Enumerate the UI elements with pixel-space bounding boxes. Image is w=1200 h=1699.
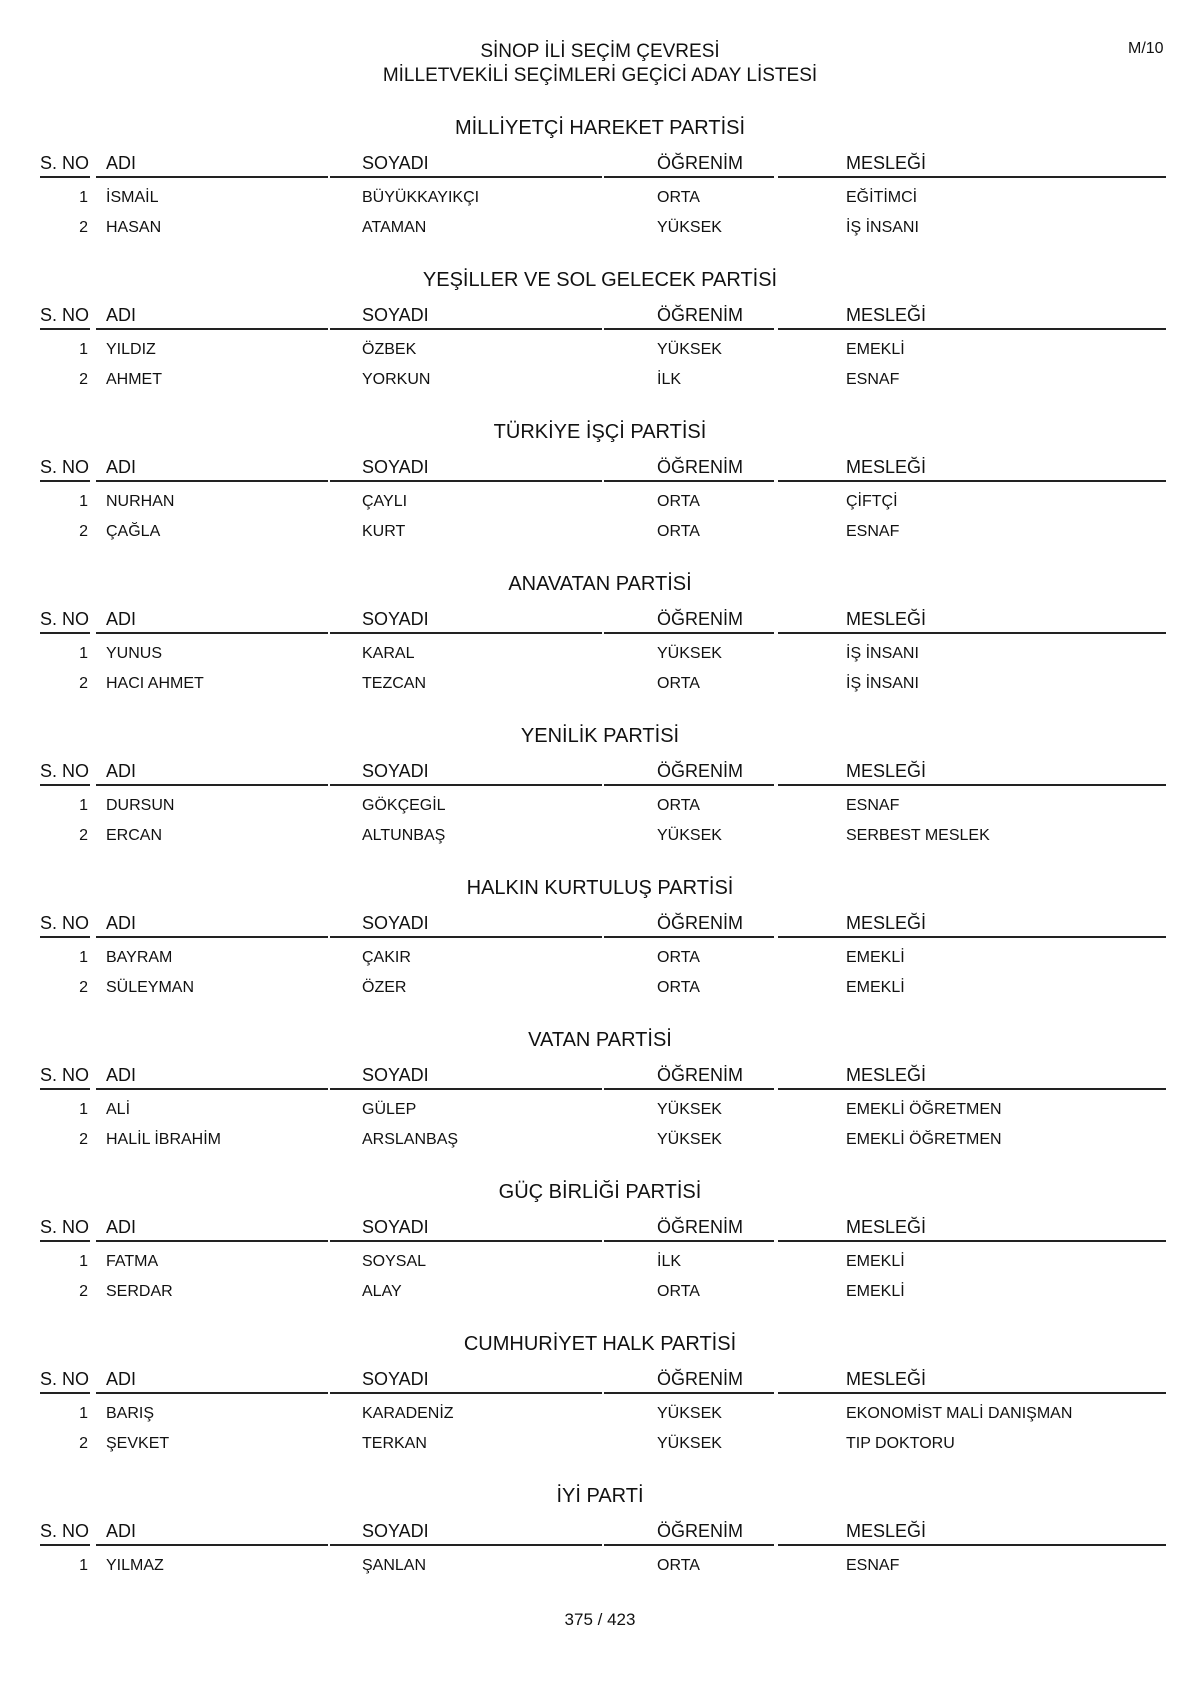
party-name: YEŞİLLER VE SOL GELECEK PARTİSİ	[422, 269, 778, 291]
party-name: ANAVATAN PARTİSİ	[508, 573, 692, 595]
header-underline	[40, 936, 90, 938]
header-meslegi: MESLEĞİ	[846, 913, 927, 933]
party-section	[0, 876, 1200, 1028]
party-name: İYİ PARTİ	[556, 1485, 644, 1507]
header-soyadi: SOYADI	[362, 913, 429, 933]
header-ogrenim: ÖĞRENİM	[657, 457, 744, 477]
table-row	[40, 1282, 1166, 1304]
header-underline	[96, 1392, 328, 1394]
cell-adi: BAYRAM	[106, 949, 173, 966]
party-section	[0, 420, 1200, 572]
header-meslegi: MESLEĞİ	[846, 1065, 927, 1085]
header-adi: ADI	[106, 1065, 137, 1085]
header-adi: ADI	[106, 1521, 137, 1541]
cell-adi: SÜLEYMAN	[106, 979, 195, 996]
table-row	[40, 796, 1166, 818]
header-underline	[604, 632, 774, 634]
header-underline	[40, 176, 90, 178]
header-soyadi: SOYADI	[362, 1369, 429, 1389]
header-ogrenim: ÖĞRENİM	[657, 1369, 744, 1389]
header-adi: ADI	[106, 913, 137, 933]
header-underline	[330, 176, 602, 178]
header-meslegi: MESLEĞİ	[846, 305, 927, 325]
header-soyadi: SOYADI	[362, 457, 429, 477]
header-underline	[96, 1088, 328, 1090]
header-no: S. NO	[40, 609, 90, 629]
cell-adi: YILMAZ	[106, 1557, 164, 1574]
header-underline	[40, 480, 90, 482]
party-name: CUMHURİYET HALK PARTİSİ	[463, 1333, 737, 1355]
cell-adi: HACI AHMET	[106, 675, 204, 692]
header-underline	[330, 936, 602, 938]
header-underline	[604, 176, 774, 178]
cell-ogrenim: ORTA	[657, 797, 700, 814]
cell-soyadi: ÇAKIR	[362, 949, 411, 966]
cell-ogrenim: YÜKSEK	[657, 1435, 722, 1452]
cell-no: 1	[79, 1557, 88, 1574]
cell-soyadi: ÇAYLI	[362, 493, 408, 510]
cell-meslegi: EMEKLİ	[846, 341, 905, 358]
header-underline	[96, 1544, 328, 1546]
header-underline	[604, 1088, 774, 1090]
header-adi: ADI	[106, 457, 137, 477]
cell-meslegi: İŞ İNSANI	[846, 645, 919, 662]
cell-soyadi: ALAY	[362, 1283, 402, 1300]
header-underline	[96, 936, 328, 938]
cell-no: 1	[79, 341, 88, 358]
cell-adi: HASAN	[106, 219, 162, 236]
table-row	[40, 978, 1166, 1000]
header-adi: ADI	[106, 305, 137, 325]
cell-no: 2	[79, 1435, 88, 1452]
party-section	[0, 116, 1200, 268]
table-header	[40, 608, 1166, 634]
cell-ogrenim: YÜKSEK	[657, 1131, 722, 1148]
table-row	[40, 1252, 1166, 1274]
cell-soyadi: GÜLEP	[362, 1101, 417, 1118]
cell-soyadi: YORKUN	[362, 371, 431, 388]
cell-adi: İSMAİL	[106, 189, 159, 206]
cell-ogrenim: YÜKSEK	[657, 827, 722, 844]
cell-meslegi: ESNAF	[846, 371, 900, 388]
header-underline	[40, 328, 90, 330]
header-soyadi: SOYADI	[362, 1521, 429, 1541]
cell-no: 1	[79, 1253, 88, 1270]
cell-soyadi: ALTUNBAŞ	[362, 827, 446, 844]
cell-soyadi: GÖKÇEGİL	[362, 797, 446, 814]
party-section	[0, 268, 1200, 420]
cell-soyadi: ATAMAN	[362, 219, 427, 236]
cell-meslegi: EMEKLİ	[846, 1283, 905, 1300]
cell-no: 2	[79, 979, 88, 996]
header-adi: ADI	[106, 1369, 137, 1389]
table-row	[40, 1130, 1166, 1152]
table-row	[40, 1404, 1166, 1426]
cell-meslegi: EĞİTİMCİ	[846, 189, 918, 206]
header-meslegi: MESLEĞİ	[846, 1369, 927, 1389]
header-underline	[330, 1392, 602, 1394]
header-underline	[604, 480, 774, 482]
header-ogrenim: ÖĞRENİM	[657, 609, 744, 629]
table-header	[40, 1368, 1166, 1394]
party-name: MİLLİYETÇİ HAREKET PARTİSİ	[454, 117, 746, 139]
cell-adi: NURHAN	[106, 493, 175, 510]
cell-ogrenim: ORTA	[657, 1283, 700, 1300]
table-header	[40, 1216, 1166, 1242]
cell-ogrenim: YÜKSEK	[657, 645, 722, 662]
cell-ogrenim: YÜKSEK	[657, 1101, 722, 1118]
table-header	[40, 912, 1166, 938]
header-ogrenim: ÖĞRENİM	[657, 1217, 744, 1237]
cell-soyadi: ARSLANBAŞ	[362, 1131, 459, 1148]
cell-soyadi: KURT	[362, 523, 406, 540]
cell-ogrenim: İLK	[657, 1253, 682, 1270]
party-section	[0, 1180, 1200, 1332]
header-underline	[330, 1240, 602, 1242]
header-meslegi: MESLEĞİ	[846, 609, 927, 629]
header-soyadi: SOYADI	[362, 305, 429, 325]
header-meslegi: MESLEĞİ	[846, 153, 927, 173]
cell-no: 2	[79, 827, 88, 844]
cell-ogrenim: ORTA	[657, 1557, 700, 1574]
header-underline	[604, 936, 774, 938]
header-underline	[40, 1088, 90, 1090]
header-underline	[96, 328, 328, 330]
cell-no: 1	[79, 1405, 88, 1422]
table-header	[40, 152, 1166, 178]
cell-ogrenim: ORTA	[657, 979, 700, 996]
cell-soyadi: ŞANLAN	[362, 1557, 427, 1574]
cell-ogrenim: YÜKSEK	[657, 1405, 722, 1422]
cell-adi: ERCAN	[106, 827, 163, 844]
header-underline	[604, 1544, 774, 1546]
header-underline	[778, 1544, 1166, 1546]
cell-ogrenim: ORTA	[657, 675, 700, 692]
header-underline	[778, 1240, 1166, 1242]
cell-no: 1	[79, 493, 88, 510]
header-underline	[778, 632, 1166, 634]
cell-meslegi: EMEKLİ ÖĞRETMEN	[846, 1131, 1002, 1148]
header-no: S. NO	[40, 153, 90, 173]
table-row	[40, 522, 1166, 544]
cell-ogrenim: ORTA	[657, 189, 700, 206]
header-ogrenim: ÖĞRENİM	[657, 1065, 744, 1085]
table-row	[40, 1434, 1166, 1456]
cell-adi: ALİ	[106, 1101, 131, 1118]
table-row	[40, 674, 1166, 696]
header-ogrenim: ÖĞRENİM	[657, 305, 744, 325]
header-underline	[778, 176, 1166, 178]
cell-ogrenim: İLK	[657, 371, 682, 388]
table-header	[40, 1064, 1166, 1090]
cell-meslegi: EMEKLİ ÖĞRETMEN	[846, 1101, 1002, 1118]
cell-adi: AHMET	[106, 371, 162, 388]
header-adi: ADI	[106, 609, 137, 629]
header-no: S. NO	[40, 305, 90, 325]
cell-meslegi: ESNAF	[846, 797, 900, 814]
table-row	[40, 1556, 1166, 1578]
cell-no: 2	[79, 219, 88, 236]
cell-meslegi: İŞ İNSANI	[846, 219, 919, 236]
cell-adi: FATMA	[106, 1253, 159, 1270]
cell-soyadi: ÖZER	[362, 979, 407, 996]
header-underline	[778, 936, 1166, 938]
cell-soyadi: BÜYÜKKAYIKÇI	[362, 189, 480, 206]
cell-adi: BARIŞ	[106, 1405, 155, 1422]
cell-adi: ŞEVKET	[106, 1435, 170, 1452]
cell-meslegi: EMEKLİ	[846, 979, 905, 996]
cell-adi: SERDAR	[106, 1283, 173, 1300]
cell-no: 2	[79, 523, 88, 540]
cell-soyadi: ÖZBEK	[362, 341, 417, 358]
header-underline	[96, 784, 328, 786]
cell-meslegi: ÇİFTÇİ	[846, 493, 898, 510]
cell-no: 1	[79, 645, 88, 662]
cell-adi: YUNUS	[106, 645, 163, 662]
cell-no: 1	[79, 797, 88, 814]
table-row	[40, 340, 1166, 362]
header-underline	[778, 480, 1166, 482]
header-no: S. NO	[40, 761, 90, 781]
header-underline	[40, 1392, 90, 1394]
page-code: M/10	[1128, 40, 1164, 57]
cell-no: 1	[79, 949, 88, 966]
cell-no: 2	[79, 1283, 88, 1300]
header-meslegi: MESLEĞİ	[846, 1217, 927, 1237]
party-name: GÜÇ BİRLİĞİ PARTİSİ	[498, 1181, 702, 1203]
header-meslegi: MESLEĞİ	[846, 457, 927, 477]
cell-meslegi: TIP DOKTORU	[846, 1435, 955, 1452]
header-meslegi: MESLEĞİ	[846, 761, 927, 781]
table-row	[40, 218, 1166, 240]
header-underline	[40, 1240, 90, 1242]
cell-soyadi: TEZCAN	[362, 675, 426, 692]
header-no: S. NO	[40, 1369, 90, 1389]
table-row	[40, 1100, 1166, 1122]
header-underline	[96, 176, 328, 178]
table-header	[40, 1520, 1166, 1546]
cell-ogrenim: ORTA	[657, 949, 700, 966]
cell-meslegi: SERBEST MESLEK	[846, 827, 990, 844]
cell-soyadi: KARADENİZ	[362, 1405, 454, 1422]
cell-meslegi: EMEKLİ	[846, 949, 905, 966]
cell-no: 1	[79, 189, 88, 206]
party-list	[0, 116, 1200, 1636]
header-no: S. NO	[40, 1065, 90, 1085]
table-row	[40, 188, 1166, 210]
header-no: S. NO	[40, 1217, 90, 1237]
table-header	[40, 456, 1166, 482]
header-ogrenim: ÖĞRENİM	[657, 913, 744, 933]
party-name: VATAN PARTİSİ	[528, 1029, 672, 1051]
cell-no: 2	[79, 371, 88, 388]
table-header	[40, 760, 1166, 786]
header-underline	[330, 1544, 602, 1546]
cell-adi: HALİL İBRAHİM	[106, 1131, 221, 1148]
cell-ogrenim: YÜKSEK	[657, 341, 722, 358]
header-underline	[604, 1392, 774, 1394]
header-soyadi: SOYADI	[362, 1217, 429, 1237]
cell-no: 1	[79, 1101, 88, 1118]
header-underline	[40, 1544, 90, 1546]
table-row	[40, 948, 1166, 970]
party-section	[0, 724, 1200, 876]
header-underline	[778, 1392, 1166, 1394]
header-underline	[778, 1088, 1166, 1090]
header-underline	[330, 328, 602, 330]
header-no: S. NO	[40, 1521, 90, 1541]
header-soyadi: SOYADI	[362, 1065, 429, 1085]
table-row	[40, 826, 1166, 848]
header-ogrenim: ÖĞRENİM	[657, 761, 744, 781]
header-underline	[40, 784, 90, 786]
cell-no: 2	[79, 1131, 88, 1148]
table-row	[40, 644, 1166, 666]
page-number: 375 / 423	[564, 1610, 636, 1629]
header-underline	[40, 632, 90, 634]
cell-adi: YILDIZ	[106, 341, 156, 358]
header-underline	[330, 784, 602, 786]
cell-soyadi: SOYSAL	[362, 1253, 427, 1270]
header-underline	[604, 1240, 774, 1242]
header-adi: ADI	[106, 1217, 137, 1237]
header-soyadi: SOYADI	[362, 153, 429, 173]
header-underline	[96, 632, 328, 634]
title-line-1: SİNOP İLİ SEÇİM ÇEVRESİ	[480, 41, 720, 62]
header-soyadi: SOYADI	[362, 761, 429, 781]
header-adi: ADI	[106, 153, 137, 173]
header-ogrenim: ÖĞRENİM	[657, 153, 744, 173]
table-header	[40, 304, 1166, 330]
cell-soyadi: TERKAN	[362, 1435, 427, 1452]
cell-ogrenim: ORTA	[657, 523, 700, 540]
cell-no: 2	[79, 675, 88, 692]
header-adi: ADI	[106, 761, 137, 781]
header-no: S. NO	[40, 913, 90, 933]
header-underline	[96, 480, 328, 482]
header-underline	[604, 328, 774, 330]
header-underline	[330, 632, 602, 634]
cell-adi: DURSUN	[106, 797, 175, 814]
header-ogrenim: ÖĞRENİM	[657, 1521, 744, 1541]
header-no: S. NO	[40, 457, 90, 477]
header-underline	[778, 784, 1166, 786]
header-meslegi: MESLEĞİ	[846, 1521, 927, 1541]
header-underline	[96, 1240, 328, 1242]
party-section	[0, 1028, 1200, 1180]
table-row	[40, 370, 1166, 392]
party-name: TÜRKİYE İŞÇİ PARTİSİ	[493, 421, 707, 443]
party-section	[0, 1332, 1200, 1484]
header-soyadi: SOYADI	[362, 609, 429, 629]
header-underline	[330, 480, 602, 482]
cell-ogrenim: YÜKSEK	[657, 219, 722, 236]
header-underline	[604, 784, 774, 786]
header-underline	[778, 328, 1166, 330]
cell-meslegi: İŞ İNSANI	[846, 675, 919, 692]
party-section	[0, 572, 1200, 724]
party-name: HALKIN KURTULUŞ PARTİSİ	[466, 877, 734, 899]
cell-meslegi: EMEKLİ	[846, 1253, 905, 1270]
cell-ogrenim: ORTA	[657, 493, 700, 510]
cell-meslegi: ESNAF	[846, 1557, 900, 1574]
header-underline	[330, 1088, 602, 1090]
table-row	[40, 492, 1166, 514]
party-name: YENİLİK PARTİSİ	[520, 725, 680, 747]
cell-adi: ÇAĞLA	[106, 523, 161, 540]
document-title	[0, 40, 1200, 88]
title-line-2: MİLLETVEKİLİ SEÇİMLERİ GEÇİCİ ADAY LİSTESİ	[382, 65, 818, 86]
cell-meslegi: EKONOMİST MALİ DANIŞMAN	[846, 1405, 1073, 1422]
cell-meslegi: ESNAF	[846, 523, 900, 540]
cell-soyadi: KARAL	[362, 645, 415, 662]
